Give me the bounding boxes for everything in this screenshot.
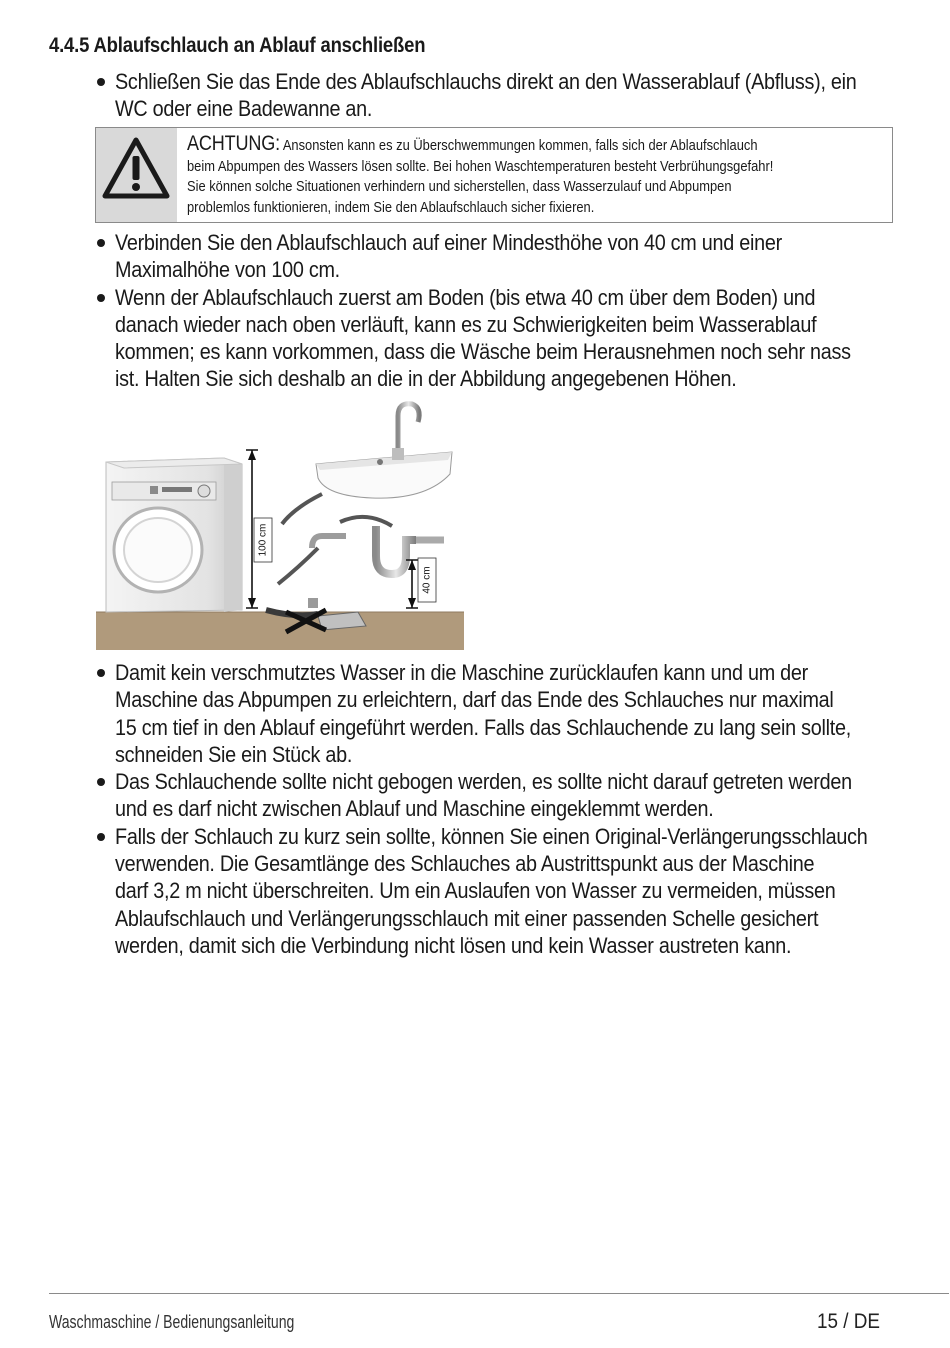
list-item xyxy=(96,68,946,123)
section-heading: 4.4.5 Ablaufschlauch an Ablauf anschließen xyxy=(49,34,426,57)
list-item xyxy=(96,659,946,768)
warning-icon-panel xyxy=(96,128,177,222)
warning-label: ACHTUNG: xyxy=(187,132,280,155)
wall-drain-pipe xyxy=(308,536,346,608)
washing-machine xyxy=(106,458,242,612)
floor xyxy=(96,612,464,650)
list-item xyxy=(96,768,946,823)
sink xyxy=(316,404,452,498)
list-item xyxy=(96,229,946,284)
label-40cm: 40 cm xyxy=(421,566,433,594)
label-100cm: 100 cm xyxy=(257,523,269,557)
list-item-text: Wenn der Ablaufschlauch zuerst am Boden (bis etwa 40 cm über dem Boden) und danach wieder nach oben verläuft, kann es zu Schwierigkeiten beim Wasserablauf kommen; es kann vorkommen, dass die Wäsche beim Herausnehmen noch sehr nass ist. Halten Sie sich deshalb an die in der Abbildung angegebenen Höhen. xyxy=(115,284,851,392)
list-item-text: Das Schlauchende sollte nicht gebogen werden, es sollte nicht darauf getreten werden und es darf nicht zwischen Ablauf und Maschine eingeklemmt werden. xyxy=(115,769,852,822)
list-item-text: Damit kein verschmutztes Wasser in die Maschine zurücklaufen kann und um der Maschine das Abpumpen zu erleichtern, darf das Ende des Schlauches nur maximal 15 cm tief in den Ablauf eingeführt werden. Falls das Schlauchende zu lang sein sollte, schneiden Sie ein Stück ab. xyxy=(115,660,851,767)
bullet-list-bottom xyxy=(96,659,946,959)
warning-triangle-icon xyxy=(101,136,171,202)
bullet-list-top xyxy=(96,68,946,123)
warning-body: Ansonsten kann es zu Überschwemmungen kommen, falls sich der Ablaufschlauch beim Abpumpen des Wassers lösen sollte. Bei hohen Waschtemperaturen besteht Verbrühungsgefahr! Sie können solche Situationen verhindern und sicherstellen, dass Wasserzulauf und Abpumpen problemlos funktionieren, indem Sie den Ablaufschlauch sicher fixieren. xyxy=(187,137,774,216)
bullet-list-middle xyxy=(96,229,946,393)
footer-divider xyxy=(49,1293,949,1294)
warning-text xyxy=(187,134,892,218)
warning-box xyxy=(95,127,893,223)
footer-title: Waschmaschine / Bedienungsanleitung xyxy=(49,1312,295,1332)
list-item xyxy=(96,284,946,393)
drain-height-illustration xyxy=(96,398,464,650)
list-item-text: Schließen Sie das Ende des Ablaufschlauchs direkt an den Wasserablauf (Abfluss), ein WC oder eine Badewanne an. xyxy=(115,69,857,122)
page-number: 15 / DE xyxy=(817,1310,881,1333)
list-item-text: Falls der Schlauch zu kurz sein sollte, können Sie einen Original-Verlängerungsschlauch verwenden. Die Gesamtlänge des Schlauches ab Austrittspunkt aus der Maschine darf 3,2 m nicht überschreiten. Um ein Auslaufen von Wasser zu vermeiden, müssen Ablaufschlauch und Verlängerungsschlauch mit einer passenden Schelle gesichert werden, damit sich die Verbindung nicht lösen und kein Wasser austreten kann. xyxy=(115,823,868,958)
drain-illustration-svg xyxy=(96,398,464,650)
list-item-text: Verbinden Sie den Ablaufschlauch auf einer Mindesthöhe von 40 cm und einer Maximalhöhe von 100 cm. xyxy=(115,230,782,283)
list-item xyxy=(96,823,946,959)
